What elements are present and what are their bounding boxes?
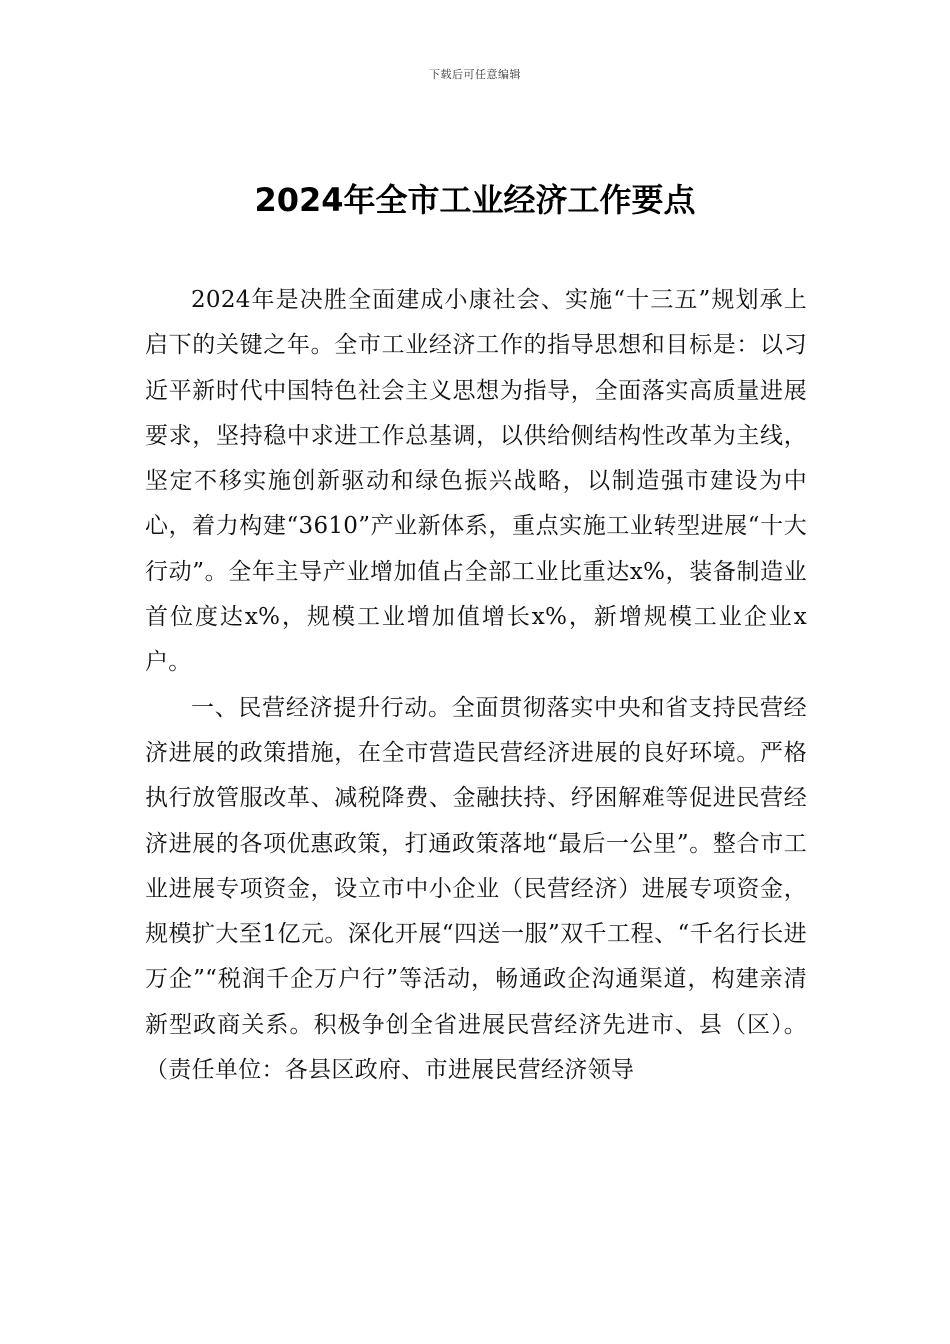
header-note: 下载后可任意编辑 [429,68,521,81]
document-body [145,278,807,1093]
document-title: 2024年全市工业经济工作要点 [254,181,696,219]
paragraph-section-1: 一、民营经济提升行动。全面贯彻落实中央和省支持民营经济进展的政策措施，在全市营造民营经济进展的良好环境。严格执行放管服改革、减税降费、金融扶持、纾困解难等促进民营经济进展的各项优惠政策，打通政策落地“最后一公里”。整合市工业进展专项资金，设立市中小企业（民营经济）进展专项资金，规模扩大至1亿元。深化开展“四送一服”双千工程、“千名行长进万企”“税润千企万户行”等活动，畅通政企沟通渠道，构建亲清新型政商关系。积极争创全省进展民营经济先进市、县（区）。（责任单位：各县区政府、市进展民营经济领导 [145,694,807,1084]
paragraph-intro: 2024年是决胜全面建成小康社会、实施“十三五”规划承上启下的关键之年。全市工业经济工作的指导思想和目标是：以习近平新时代中国特色社会主义思想为指导，全面落实高质量进展要求，坚持稳中求进工作总基调，以供给侧结构性改革为主线，坚定不移实施创新驱动和绿色振兴战略，以制造强市建设为中心，着力构建“3610”产业新体系，重点实施工业转型进展“十大行动”。全年主导产业增加值占全部工业比重达x%，装备制造业首位度达x%，规模工业增加值增长x%，新增规模工业企业x户。 [145,287,807,676]
